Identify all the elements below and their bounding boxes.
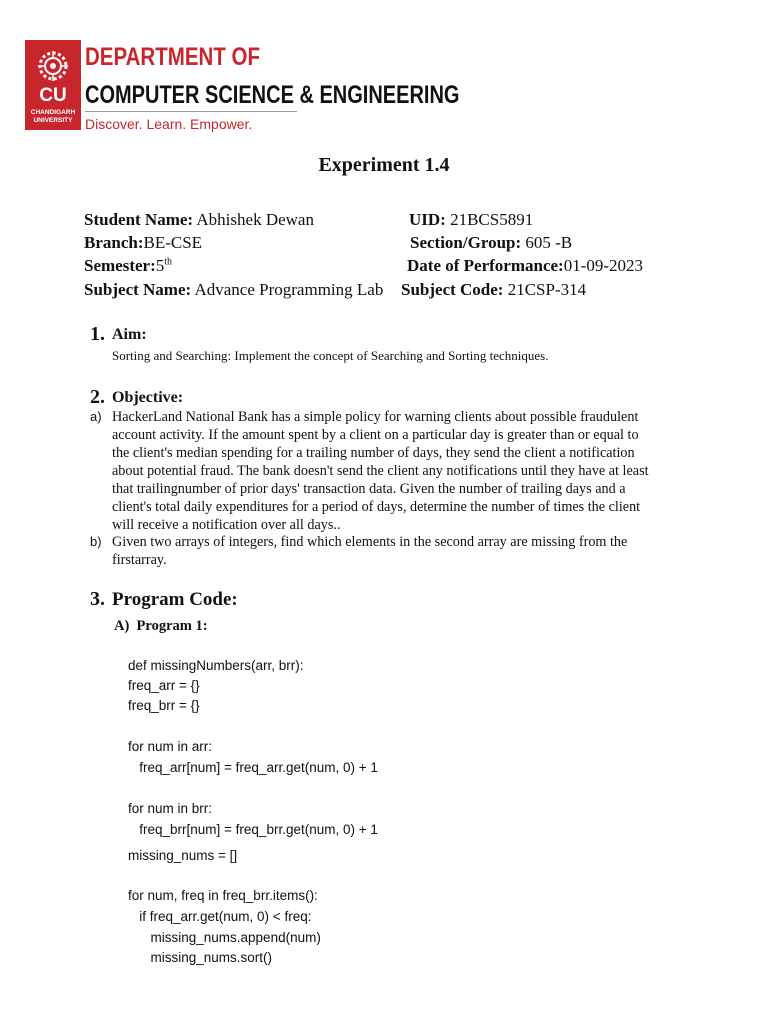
- date-of-performance-row: Date of Performance:01-09-2023: [407, 256, 644, 275]
- objective-item-a: HackerLand National Bank has a simple policy for warning clients about possible fraudulent account activity. If the amount spent by a client on a particular day is greater than or equal to the client's median spending for a trailing number of days, they send the client a notification about potential fraud. The bank doesn't send the client any notifications until they have at least that trailingnumber of prior days' transaction data. Given the number of trailing days and a client's total daily expenditures for a period of days, determine the number of times the client will receive a notification over all days..: [112, 409, 649, 533]
- code-heading: Program Code:: [112, 589, 238, 610]
- objective-item-a-marker: a): [90, 409, 102, 424]
- logo-cu-text: CU: [39, 85, 67, 106]
- semester-row: Semester:5th: [84, 256, 173, 275]
- subject-code-row: Subject Code: 21CSP-314: [401, 280, 587, 299]
- tagline: Discover. Learn. Empower.: [85, 116, 253, 132]
- aim-heading: Aim:: [112, 326, 147, 343]
- subject-name-row: Subject Name: Advance Programming Lab: [84, 280, 384, 299]
- uid-row: UID: 21BCS5891: [409, 210, 534, 229]
- code-line: for num in arr:: [128, 739, 213, 754]
- code-line: for num, freq in freq_brr.items():: [128, 888, 318, 903]
- logo-university-text: CHANDIGARH UNIVERSITY: [30, 109, 76, 124]
- objective-heading: Objective:: [112, 389, 184, 406]
- code-line: missing_nums.sort(): [128, 950, 273, 965]
- code-line: freq_arr = {}: [128, 678, 200, 693]
- gear-emblem-icon: [35, 48, 71, 84]
- objective-item-b: Given two arrays of integers, find which elements in the second array are missing from the firstarray.: [112, 534, 628, 568]
- department-title-line1: DEPARTMENT OF: [85, 43, 261, 71]
- code-number: 3.: [90, 588, 105, 610]
- program-1-label: A) Program 1:: [114, 618, 208, 634]
- code-line: freq_arr[num] = freq_arr.get(num, 0) + 1: [128, 760, 378, 775]
- aim-number: 1.: [90, 323, 105, 345]
- code-line: missing_nums.append(num): [128, 930, 321, 945]
- code-line: def missingNumbers(arr, brr):: [128, 658, 304, 673]
- code-line: freq_brr[num] = freq_brr.get(num, 0) + 1: [128, 822, 378, 837]
- tagline-divider: [85, 111, 297, 112]
- code-line: freq_brr = {}: [128, 698, 200, 713]
- objective-number: 2.: [90, 386, 105, 408]
- code-line: if freq_arr.get(num, 0) < freq:: [128, 909, 312, 924]
- code-line: for num in brr:: [128, 801, 213, 816]
- student-name-row: Student Name: Abhishek Dewan: [84, 210, 314, 229]
- experiment-title: Experiment 1.4: [318, 154, 450, 176]
- code-line: missing_nums = []: [128, 848, 238, 863]
- department-title-line2: COMPUTER SCIENCE & ENGINEERING: [85, 81, 460, 109]
- section-row: Section/Group: 605 -B: [410, 233, 573, 252]
- branch-row: Branch:BE-CSE: [84, 233, 203, 252]
- aim-text: Sorting and Searching: Implement the concept of Searching and Sorting techniques.: [112, 348, 549, 363]
- objective-item-b-marker: b): [90, 534, 102, 549]
